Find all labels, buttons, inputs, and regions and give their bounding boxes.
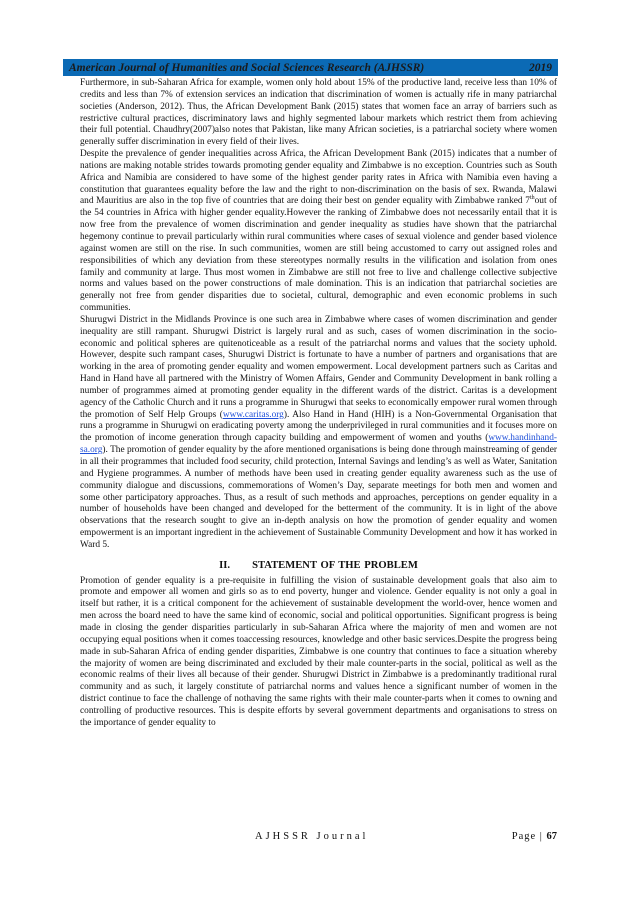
footer-journal: AJHSSR Journal	[255, 831, 369, 842]
paragraph-3	[80, 315, 557, 552]
section-number: II.	[219, 559, 231, 571]
paragraph-2	[80, 149, 557, 315]
ordinal-suffix: th	[529, 195, 535, 202]
handinhand-link[interactable]: www.handinhand-sa.org	[80, 433, 557, 456]
paragraph-3-text-b: ). Also Hand in Hand (HIH) is a Non-Governmental Organisation that runs a programme in Shurugwi on eradicating poverty among the underprivileged in rural communities and it focuses more on the promotion of income generation through capacity building and empowerment of women and youths (	[80, 409, 557, 444]
journal-year: 2019	[529, 61, 552, 74]
paragraph-1: Furthermore, in sub-Saharan Africa for example, women only hold about 15% of the productive land, receive less than 10% of credits and less than 7% of extension services an indication that discrimination of women is actually rife in many patriarchal societies (Anderson, 2012). Thus, the African Development Bank (2015) states that women face an array of barriers such as restrictive cultural practices, discriminatory laws and highly segmented labour markets which restrict them from achieving their full potential. Chaudhry(2007)also notes that Pakistan, like many African societies, is a patriarchal society where women generally suffer discrimination in every field of their lives.	[80, 78, 557, 148]
paragraph-4: Promotion of gender equality is a pre-requisite in fulfilling the vision of sustainable development goals that also aim to promote and empower all women and girls so as to end poverty, hunger and violence. Gender equality is not only a goal in itself but rather, it is a critical component for the achievement of sustainable development the world-over, hence women and men across the board need to have the same kind of economic, social and political opportunities. Significant progress is being made in closing the gender disparities particularly in sub-Saharan Africa where the majority of men and women are not occupying equal positions when it comes toaccessing resources, knowledge and other basic services.Despite the progress being made in sub-Saharan Africa of ending gender disparities, Zimbabwe is one country that continues to face a situation whereby the majority of women are being discriminated and excluded by their male counter-parts in the social, political as well as the economic realms of their lives all because of their gender. Shurugwi District in Zimbabwe is a predominantly traditional rural community and as such, it largely constitute of patriarchal norms and values hence a significant number of women in the district continue to face the challenge of nothaving the same rights with their male counter-parts when it comes to owning and controlling of productive resources. This is despite efforts by several government departments and organisations to stress on the importance of gender equality to	[80, 575, 557, 728]
footer-page-label: Page |	[511, 831, 543, 842]
paragraph-2-text-b: out of the 54 countries in Africa with higher gender equality.However the ranking of Zimbabwe does not necessarily entail that it is now free from the prevalence of women discrimination and gender inequality as studies have shown that the patriarchal hegemony continue to prevail particularly within rural communities where cases of sexual violence and gender based violence against women are still on the rise. In such communities, women are still being accustomed to carry out assigned roles and responsibilities of which any deviation from these stereotypes normally results in the vilification and isolation from ones family and community at large. Thus most women in Zimbabwe are still not free to live and challenge collective subjective norms and values based on the power constructions of male domination. This is an indication that patriarchal societies are generally not free from gender disparities due to societal, cultural, demographic and even economic problems in such communities.	[80, 196, 557, 314]
footer-page-number: 67	[546, 831, 557, 842]
paragraph-3-text-a: Shurugwi District in the Midlands Province is one such area in Zimbabwe where cases of women discrimination and gender inequality are still rampant. Shurugwi District is largely rural and as such, cases of women discrimination in the socio-economic and political spheres are quitenoticeable as a result of the patriarchal norms and values that the society uphold. However, despite such rampant cases, Shurugwi District is fortunate to have a number of partners and organisations that are working in the area of promoting gender equality and women empowerment. Local development partners such as Caritas and Hand in Hand have all partnered with the Ministry of Women Affairs, Gender and Community Development in bank rolling a number of programmes aimed at promoting gender equality in the different wards of the district. Caritas is a development agency of the Catholic Church and it runs a programme in Shurugwi that seeks to economically empower rural women through the promotion of Self Help Groups (	[80, 314, 557, 420]
article-body	[80, 78, 557, 816]
section-title: STATEMENT OF THE PROBLEM	[252, 559, 418, 571]
caritas-link[interactable]: www.caritas.org	[222, 409, 284, 420]
footer-page	[512, 831, 557, 842]
paragraph-3-text-c: ). The promotion of gender equality by the afore mentioned organisations is being done through mainstreaming of gender in all their programmes that included food security, child protection, Internal Savings and lending’s as well as Water, Sanitation and Hygiene programmes. A number of methods have been used in creating gender equality awareness such as the use of community dialogue and discussions, commemorations of Women’s Day, separate meetings for both men and women and some other participatory approaches. Thus, as a result of such methods and approaches, perceptions on gender equality in a number of households have been changed and developed for the betterment of the community. It is in light of the above observations that the research sought to give an in-depth analysis on how the promotion of gender equality and women empowerment is an important ingredient in the achievement of Sustainable Community Development and how it has worked in Ward 5.	[80, 445, 557, 550]
paragraph-2-text-a: Despite the prevalence of gender inequalities across Africa, the African Development Bank (2015) indicates that a number of nations are making notable strides towards promoting gender equality and Zimbabwe is no exception. Countries such as South Africa and Namibia are considered to have some of the highest gender parity rates in Africa with Namibia even having a constitution that guarantees equality before the law and the right to non-discrimination on the basis of sex. Rwanda, Malawi and Mauritius are also in the top five of countries that are doing their best on gender equality with Zimbabwe ranked 7	[80, 149, 557, 207]
page-footer	[255, 831, 557, 842]
journal-title: American Journal of Humanities and Social Sciences Research (AJHSSR)	[69, 61, 425, 74]
journal-header-bar	[63, 59, 558, 76]
section-heading	[80, 560, 557, 572]
